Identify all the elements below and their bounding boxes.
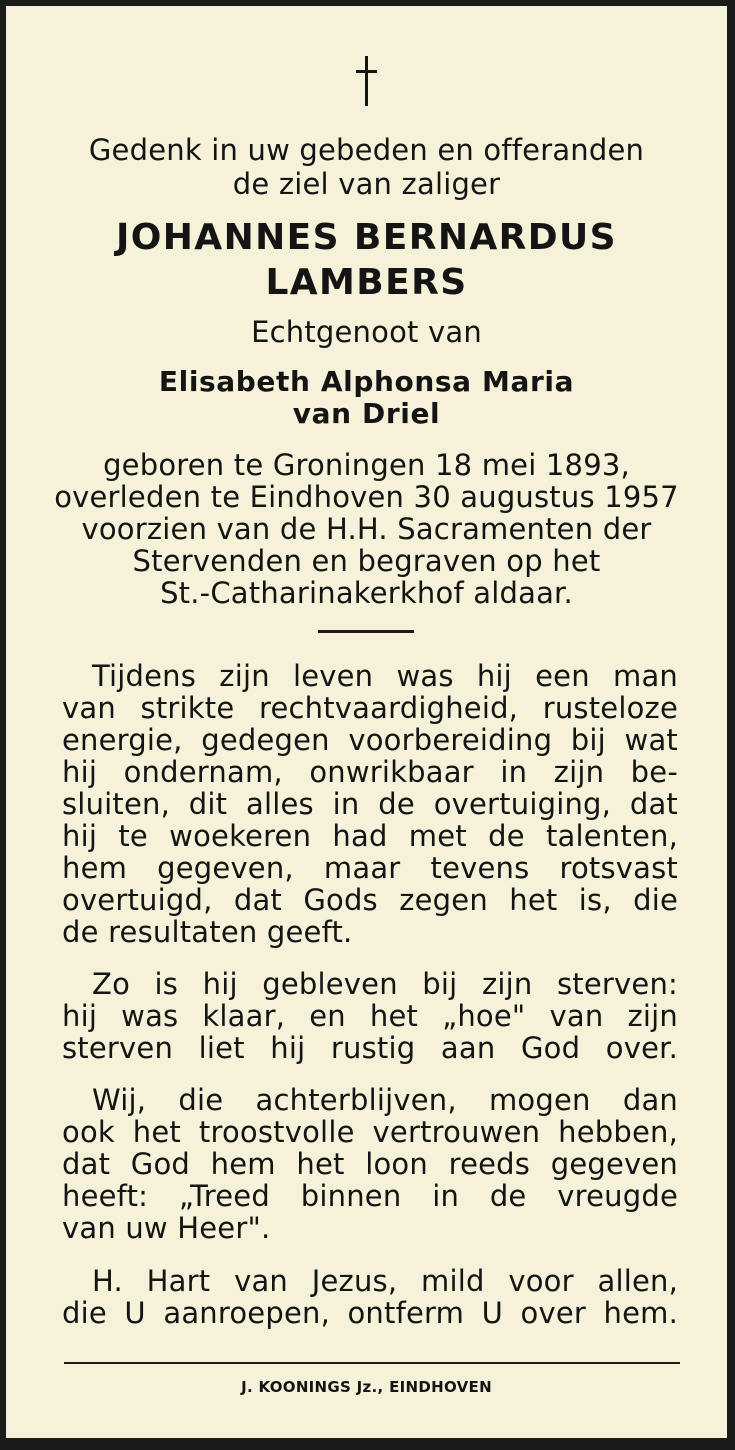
life-line-2: overleden te Eindhoven 30 augustus 1957 (54, 480, 679, 514)
paragraph1-line-4: hij ondernam, onwrikbaar in zijn be- (62, 755, 678, 789)
paragraph3-line-4: heeft: „Treed binnen in de vreugde (62, 1179, 678, 1213)
paragraph2-line-1: Zo is hij gebleven bij zijn sterven: (92, 967, 678, 1001)
paragraph2-line-3: sterven liet hij rustig aan God over. (62, 1031, 678, 1065)
memorial-card (6, 6, 727, 1438)
paragraph1-line-2: van strikte rechtvaardigheid, rusteloze (62, 691, 678, 725)
relation-text: Echtgenoot van (251, 315, 482, 349)
deceased-name-line-1: JOHANNES BERNARDUS (115, 217, 617, 258)
deceased-name-line-2: LAMBERS (265, 262, 468, 303)
paragraph1-line-1: Tijdens zijn leven was hij een man (92, 659, 678, 693)
paragraph3-line-5: van uw Heer". (62, 1211, 271, 1245)
prayer-line-2: die U aanroepen, ontferm U over hem. (62, 1296, 678, 1330)
spouse-name-line-2: van Driel (292, 397, 441, 430)
prayer-line-1: H. Hart van Jezus, mild voor allen, (92, 1264, 678, 1298)
paragraph1-line-3: energie, gedegen voorbereiding bij wat (62, 723, 678, 757)
paragraph3-line-2: ook het troostvolle vertrouwen hebben, (62, 1115, 678, 1149)
life-line-4: Stervenden en begraven op het (132, 544, 601, 578)
paragraph3-line-1: Wij, die achterblijven, mogen dan (92, 1083, 678, 1117)
printer-credit: J. KOONINGS Jz., EINDHOVEN (241, 1378, 492, 1396)
paragraph2-line-2: hij was klaar, en het „hoe" van zijn (62, 999, 678, 1033)
paragraph1-line-7: hem gegeven, maar tevens rotsvast (62, 851, 678, 885)
paragraph1-line-9: de resultaten geeft. (62, 915, 353, 949)
spouse-name-line-1: Elisabeth Alphonsa Maria (158, 365, 575, 398)
cross-icon (352, 56, 382, 112)
short-divider (318, 630, 414, 633)
intro-line-1: Gedenk in uw gebeden en offeranden (88, 133, 645, 167)
life-line-5: St.-Catharinakerkhof aldaar. (160, 576, 573, 610)
paragraph3-line-3: dat God hem het loon reeds gegeven (62, 1147, 678, 1181)
life-line-3: voorzien van de H.H. Sacramenten der (81, 512, 652, 546)
paragraph1-line-6: hij te woekeren had met de talenten, (62, 819, 678, 853)
intro-line-2: de ziel van zaliger (232, 167, 501, 201)
paragraph1-line-8: overtuigd, dat Gods zegen het is, die (62, 883, 678, 917)
bottom-divider (64, 1362, 680, 1364)
paragraph1-line-5: sluiten, dit alles in de overtuiging, dat (62, 787, 678, 821)
life-line-1: geboren te Groningen 18 mei 1893, (103, 448, 630, 482)
